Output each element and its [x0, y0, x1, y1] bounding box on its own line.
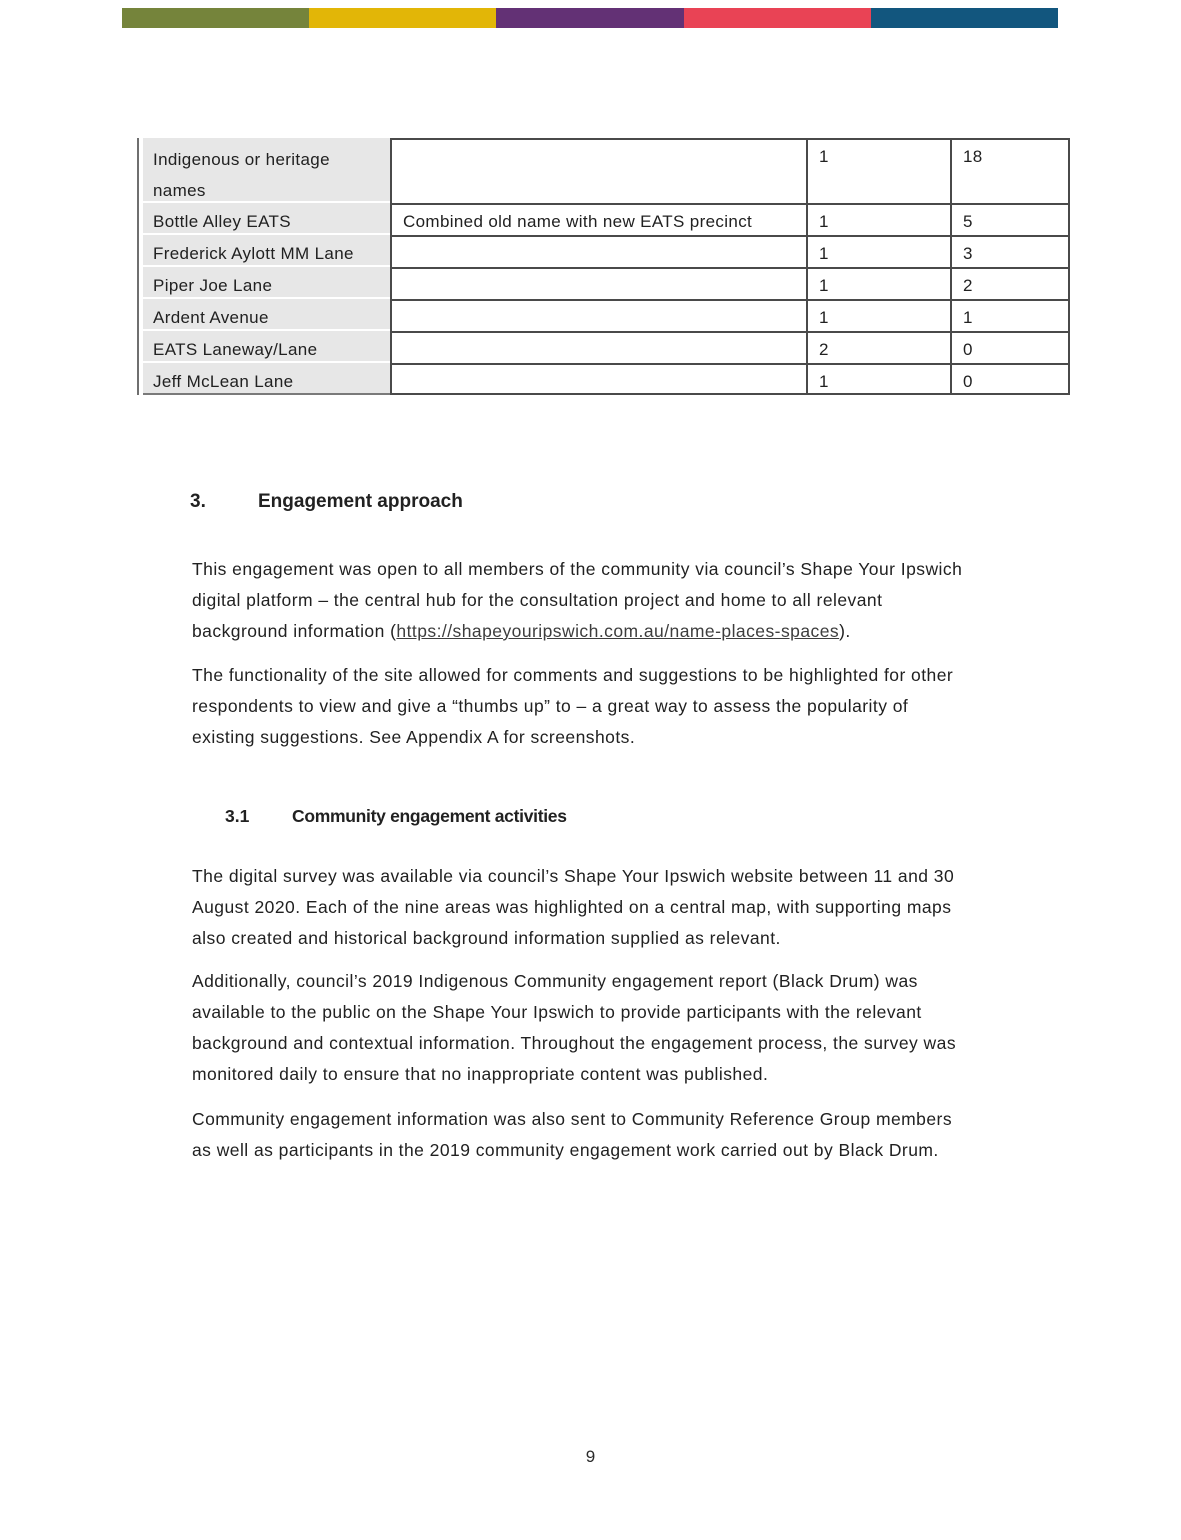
name-cell: Frederick Aylott MM Lane — [143, 235, 390, 267]
count-a-cell: 1 — [806, 235, 950, 267]
paragraph-line: August 2020. Each of the nine areas was highlighted on a central map, with supporting maps — [192, 897, 952, 917]
count-a-cell: 1 — [806, 138, 950, 203]
table-row — [137, 299, 1070, 331]
count-b-cell: 5 — [950, 203, 1070, 235]
paragraph — [192, 554, 1022, 647]
count-a-cell: 1 — [806, 203, 950, 235]
count-a-cell: 2 — [806, 331, 950, 363]
comment-cell: Combined old name with new EATS precinct — [390, 203, 806, 235]
section-heading-3 — [190, 491, 463, 513]
paragraph-line: as well as participants in the 2019 community engagement work carried out by Black Drum. — [192, 1140, 939, 1160]
comment-cell — [390, 267, 806, 299]
paragraph-line: digital platform – the central hub for the consultation project and home to all relevant — [192, 590, 883, 610]
paragraph-line: existing suggestions. See Appendix A for screenshots. — [192, 727, 636, 747]
paragraph-line: also created and historical background information supplied as relevant. — [192, 928, 781, 948]
name-cell: EATS Laneway/Lane — [143, 331, 390, 363]
brand-bar-segment-green — [122, 8, 309, 28]
table-row — [137, 363, 1070, 395]
count-a-cell: 1 — [806, 299, 950, 331]
paragraph-line: The functionality of the site allowed for comments and suggestions to be highlighted for other — [192, 665, 954, 685]
link-prefix-text: background information ( — [192, 621, 397, 641]
shape-your-ipswich-link[interactable]: https://shapeyouripswich.com.au/name-places-spaces — [396, 621, 840, 641]
heading-number: 3. — [190, 491, 206, 512]
paragraph — [192, 861, 1022, 954]
paragraph-line: monitored daily to ensure that no inappropriate content was published. — [192, 1064, 769, 1084]
count-b-cell: 1 — [950, 299, 1070, 331]
paragraph-line: respondents to view and give a “thumbs up” to – a great way to assess the popularity of — [192, 696, 909, 716]
heading-title: Community engagement activities — [292, 806, 567, 826]
count-b-cell: 0 — [950, 363, 1070, 395]
brand-bar-segment-blue — [871, 8, 1058, 28]
count-b-cell: 2 — [950, 267, 1070, 299]
count-b-cell: 0 — [950, 331, 1070, 363]
comment-cell — [390, 363, 806, 395]
count-b-cell: 18 — [950, 138, 1070, 203]
heading-title: Engagement approach — [258, 491, 463, 512]
section-heading-3-1 — [225, 806, 567, 827]
paragraph-line: This engagement was open to all members of the community via council’s Shape Your Ipswich — [192, 559, 963, 579]
brand-color-bar — [122, 8, 1058, 28]
table-row — [137, 331, 1070, 363]
table-left-border — [137, 138, 139, 395]
count-a-cell: 1 — [806, 267, 950, 299]
comment-cell — [390, 235, 806, 267]
name-cell: Bottle Alley EATS — [143, 203, 390, 235]
paragraph-line — [192, 616, 1022, 647]
paragraph — [192, 660, 1022, 753]
name-cell: Piper Joe Lane — [143, 267, 390, 299]
name-cell: Jeff McLean Lane — [143, 363, 390, 395]
paragraph-line: Additionally, council’s 2019 Indigenous Community engagement report (Black Drum) was — [192, 971, 918, 991]
paragraph-line: The digital survey was available via council’s Shape Your Ipswich website between 11 and 30 — [192, 866, 955, 886]
name-cell: Indigenous or heritage names — [143, 138, 390, 203]
table-row — [137, 235, 1070, 267]
paragraph — [192, 966, 1022, 1090]
count-a-cell: 1 — [806, 363, 950, 395]
comment-cell — [390, 138, 806, 203]
paragraph-line: available to the public on the Shape Your Ipswich to provide participants with the relevant — [192, 1002, 922, 1022]
brand-bar-segment-yellow — [309, 8, 496, 28]
count-b-cell: 3 — [950, 235, 1070, 267]
brand-bar-segment-red — [684, 8, 871, 28]
paragraph-line: Community engagement information was also sent to Community Reference Group members — [192, 1109, 953, 1129]
table-row — [137, 138, 1070, 203]
link-suffix-text: ). — [839, 621, 851, 641]
page-number: 9 — [585, 1447, 596, 1466]
paragraph-line: background and contextual information. Throughout the engagement process, the survey was — [192, 1033, 957, 1053]
name-cell: Ardent Avenue — [143, 299, 390, 331]
table-row — [137, 267, 1070, 299]
paragraph — [192, 1104, 1022, 1166]
table-row — [137, 203, 1070, 235]
comment-cell — [390, 331, 806, 363]
suggestions-table — [137, 138, 1070, 395]
comment-cell — [390, 299, 806, 331]
heading-number: 3.1 — [225, 806, 250, 826]
brand-bar-segment-purple — [496, 8, 683, 28]
